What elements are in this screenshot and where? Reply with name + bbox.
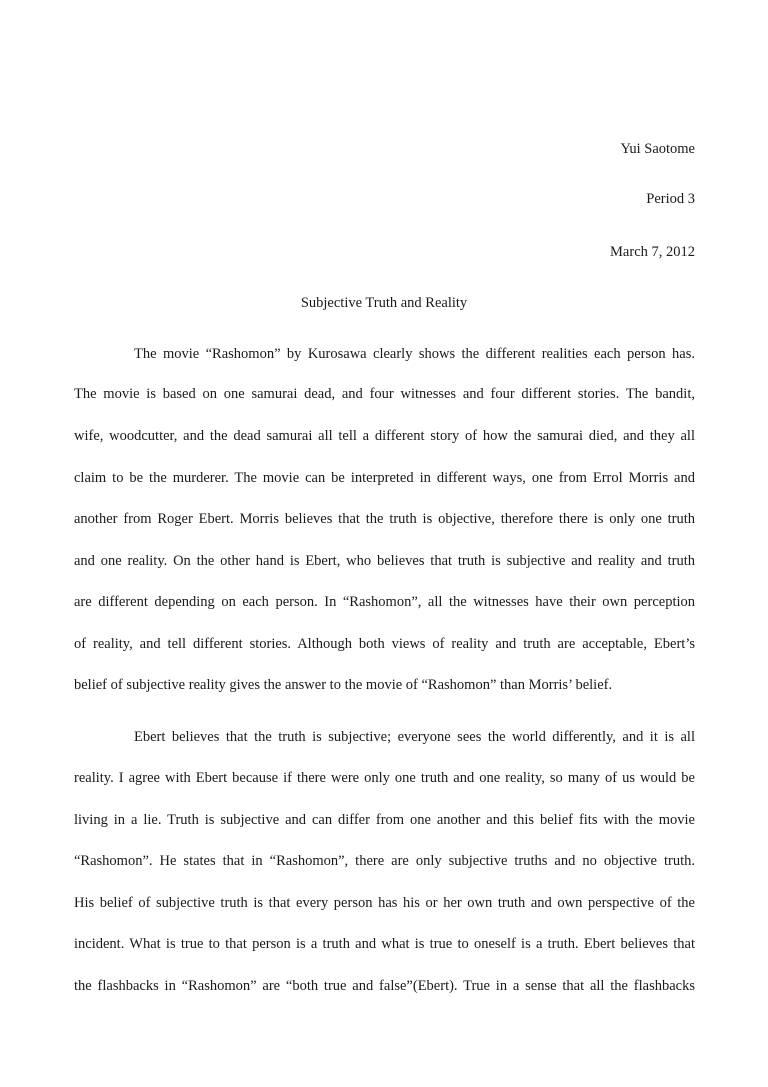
paragraph-line: wife, woodcutter, and the dead samurai all tell a different story of how the samurai died, and they all <box>74 428 695 444</box>
paragraph-line: “Rashomon”. He states that in “Rashomon”, there are only subjective truths and no objective truth. <box>74 853 695 869</box>
essay-title: Subjective Truth and Reality <box>300 295 468 311</box>
paragraph-line: of reality, and tell different stories. Although both views of reality and truth are acceptable, Ebert’s <box>74 636 695 652</box>
paragraph-line: The movie is based on one samurai dead, and four witnesses and four different stories. The bandit, <box>74 386 695 402</box>
paragraph-line: reality. I agree with Ebert because if there were only one truth and one reality, so many of us would be <box>74 770 695 786</box>
paragraph-line: living in a lie. Truth is subjective and can differ from one another and this belief fits with the movie <box>74 812 695 828</box>
paragraph-line: incident. What is true to that person is a truth and what is true to oneself is a truth. Ebert believes that <box>74 936 695 952</box>
class-period: Period 3 <box>646 191 695 207</box>
paragraph-line: The movie “Rashomon” by Kurosawa clearly shows the different realities each person has. <box>134 346 695 362</box>
author-name: Yui Saotome <box>620 141 695 157</box>
paragraph-line: Ebert believes that the truth is subjective; everyone sees the world differently, and it is all <box>134 729 695 745</box>
paragraph-line: the flashbacks in “Rashomon” are “both true and false”(Ebert). True in a sense that all the flashbacks <box>74 978 695 994</box>
paragraph-line: claim to be the murderer. The movie can be interpreted in different ways, one from Errol Morris and <box>74 470 695 486</box>
paragraph-line: belief of subjective reality gives the answer to the movie of “Rashomon” than Morris’ belief. <box>74 677 613 693</box>
paragraph-line: another from Roger Ebert. Morris believes that the truth is objective, therefore there is only one truth <box>74 511 695 527</box>
paragraph-line: His belief of subjective truth is that every person has his or her own truth and own perspective of the <box>74 895 695 911</box>
paragraph-line: are different depending on each person. In “Rashomon”, all the witnesses have their own perception <box>74 594 695 610</box>
essay-date: March 7, 2012 <box>610 244 695 260</box>
paragraph-line: and one reality. On the other hand is Ebert, who believes that truth is subjective and reality and truth <box>74 553 695 569</box>
